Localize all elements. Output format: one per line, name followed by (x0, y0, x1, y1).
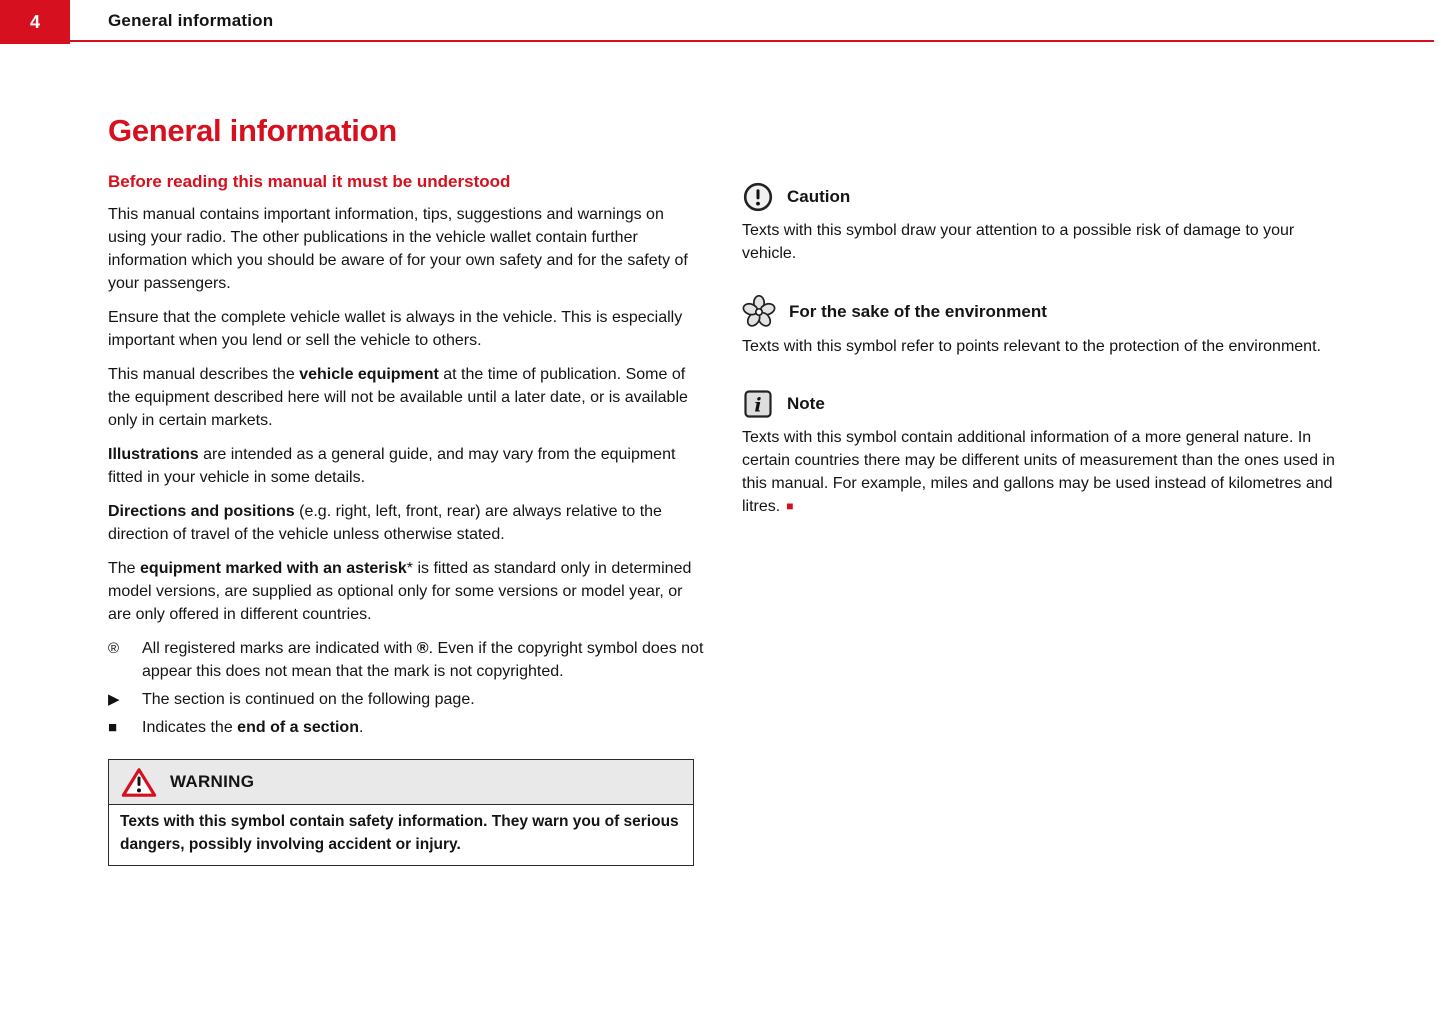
paragraph-list (108, 203, 704, 626)
text-run: . Even if the copyright symbol does not appear this does not mean that the mark is not copyrighted. (142, 640, 704, 680)
text-run: ® (416, 640, 429, 657)
paragraph (108, 557, 704, 626)
page-number-tab (0, 0, 70, 44)
environment-flower-icon (742, 295, 776, 329)
environment-heading: For the sake of the environment (789, 302, 1047, 321)
note-section (742, 388, 1342, 518)
caution-section (742, 181, 1342, 265)
paragraph (108, 306, 704, 352)
text-run: The (108, 560, 141, 577)
text-run: Indicates the (142, 719, 238, 736)
warning-header (109, 760, 693, 805)
paragraph (108, 203, 704, 295)
text-run: Ensure that the complete vehicle wallet is always in the vehicle. This is especially important when you lend or sell the vehicle to others. (108, 309, 683, 349)
svg-text:i: i (754, 394, 762, 417)
intro-heading: Before reading this manual it must be understood (108, 172, 511, 191)
page-number: 4 (29, 11, 40, 32)
note-icon (742, 388, 774, 420)
legend-text (142, 716, 704, 739)
environment-text: Texts with this symbol refer to points relevant to the protection of the environment. (742, 338, 1321, 355)
text-run: (e.g. right, left, front, rear) are always relative to the direction of travel of the vehicle unless otherwise stated. (108, 503, 662, 543)
left-column (108, 112, 704, 866)
legend-text (142, 637, 704, 683)
legend-item (108, 688, 704, 711)
text-run: All registered marks are indicated with (142, 640, 417, 657)
header-rule (70, 40, 1434, 42)
text-run: This manual contains important information, tips, suggestions and warnings on using your radio. The other publications in the vehicle wallet contain further information which you should be aware of for your own safety and for the safety of your passengers. (108, 206, 688, 292)
environment-section-header (742, 295, 1342, 329)
caution-section-header (742, 181, 1342, 213)
paragraph (108, 500, 704, 546)
note-heading: Note (787, 394, 825, 413)
text-run: This manual describes the (108, 366, 300, 383)
text-run: Directions and positions (108, 503, 295, 520)
text-run: equipment marked with an asterisk (140, 560, 407, 577)
text-run: are intended as a general guide, and may vary from the equipment fitted in your vehicle in some details. (108, 446, 676, 486)
caution-icon (742, 181, 774, 213)
continuation-triangle-bullet: ▶ (108, 691, 120, 708)
warning-title: WARNING (170, 772, 255, 791)
section-end-square-bullet: ■ (108, 719, 118, 736)
note-text-body: Texts with this symbol contain additional information of a more general nature. In certain countries there may be different units of measurement than the ones used in this manual. For example, miles and gallons may be used instead of kilometres and litres. (742, 429, 1335, 515)
paragraph (108, 363, 704, 432)
caution-heading: Caution (787, 187, 851, 206)
text-run: * is fitted as standard only in determined model versions, are supplied as optional only for some versions or model year, or are only offered in different countries. (108, 560, 692, 623)
paragraph (108, 443, 704, 489)
text-run: The section is continued on the following page. (142, 691, 475, 708)
note-text (742, 426, 1342, 518)
warning-body-text: Texts with this symbol contain safety information. They warn you of serious dangers, possibly involving accident or injury. (109, 805, 693, 865)
text-run: vehicle equipment (299, 366, 439, 383)
running-header-title: General information (108, 11, 274, 30)
caution-text: Texts with this symbol draw your attention to a possible risk of damage to your vehicle. (742, 222, 1295, 262)
legend-text (142, 688, 704, 711)
note-section-header (742, 388, 1342, 420)
text-run: . (358, 719, 364, 736)
environment-section (742, 295, 1342, 358)
legend-item (108, 716, 704, 739)
text-run: at the time of publication. Some of the equipment described here will not be available until a later date, or is available only in certain markets. (108, 366, 688, 429)
registered-mark-bullet: ® (108, 640, 120, 657)
right-column (742, 181, 1342, 548)
page-title: General information (108, 113, 397, 148)
symbol-legend-list (108, 637, 704, 739)
warning-box (108, 759, 694, 866)
end-of-section-mark: ■ (786, 499, 794, 513)
legend-item (108, 637, 704, 683)
warning-triangle-icon (121, 767, 157, 798)
text-run: end of a section (237, 719, 359, 736)
text-run: Illustrations (108, 446, 199, 463)
